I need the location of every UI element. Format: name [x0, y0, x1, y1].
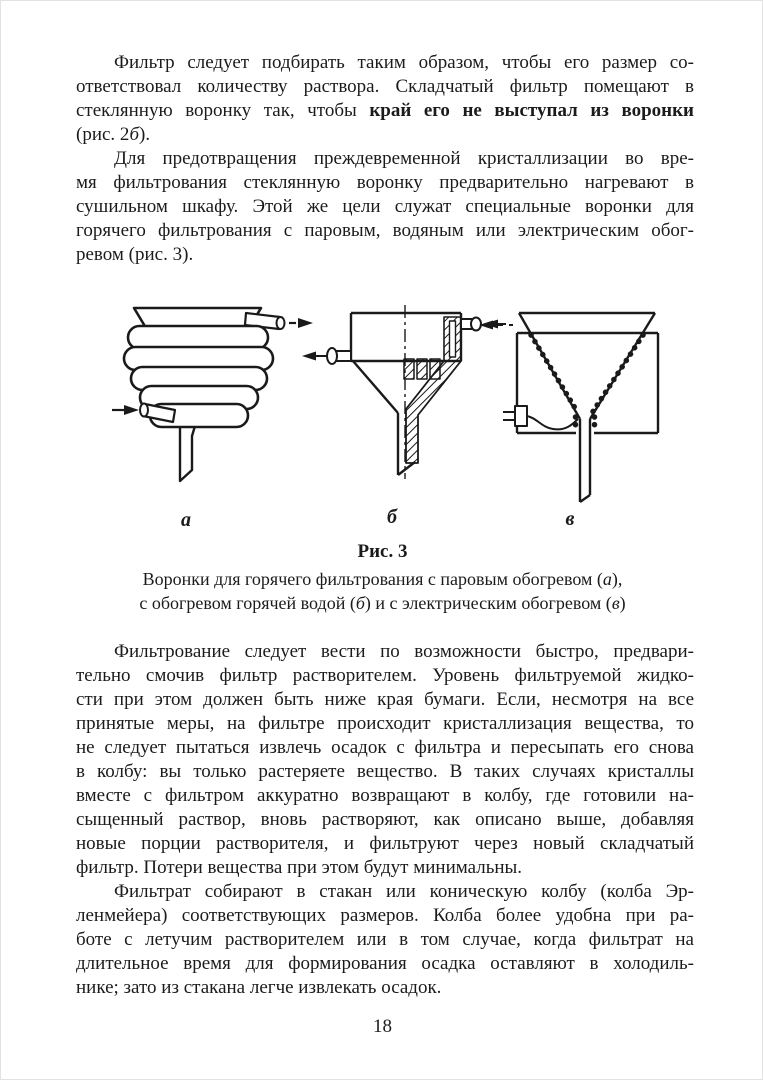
- caption-text: Воронки для горячего фильтрования с паровым обогревом (: [142, 569, 603, 589]
- text-run: нике; зато из стакана легче извлекать осадок.: [76, 977, 442, 998]
- text-line: [76, 760, 694, 784]
- text-line: [76, 880, 694, 904]
- caption-italic-v: в: [611, 593, 620, 613]
- italic-text-run: б: [129, 124, 139, 145]
- text-line: [76, 904, 694, 928]
- text-run: фильтр. Потери вещества при этом будут минимальны.: [76, 857, 523, 878]
- text-line: [76, 51, 694, 75]
- text-line: [76, 75, 694, 99]
- caption-text: с обогревом горячей водой (: [139, 593, 356, 613]
- caption-italic-a: а: [602, 569, 612, 589]
- water-heated-funnel-diagram: [301, 303, 511, 483]
- text-run: сыщенный раствор, вновь растворяют, как описано выше, добавляя: [76, 809, 694, 830]
- text-run: мя фильтрования стеклянную воронку предварительно нагревают в: [76, 172, 694, 193]
- text-run: не следует пытаться извлечь осадок с фильтра и пересыпать его снова: [76, 737, 694, 758]
- text-line: [76, 712, 694, 736]
- paragraph-1: [76, 51, 694, 147]
- paragraph-4: [76, 880, 694, 1000]
- text-run: боте с летучим растворителем или в том случае, когда фильтрат на: [76, 929, 694, 950]
- text-line: [76, 147, 694, 171]
- text-run: ревом (рис. 3).: [76, 244, 194, 265]
- text-line: [76, 736, 694, 760]
- caption-italic-b: б: [355, 593, 365, 613]
- text-run: Для предотвращения преждевременной кристаллизации во вре-: [114, 148, 694, 169]
- text-line: [76, 219, 694, 243]
- text-run: стеклянную воронку так, чтобы: [76, 100, 370, 121]
- text-run: Фильтрование следует вести по возможности быстро, предвари-: [114, 641, 694, 662]
- text-run: принятые меры, на фильтре происходит кристаллизация вещества, то: [76, 713, 694, 734]
- text-line: [76, 856, 694, 880]
- text-run: ленмейера) соответствующих размеров. Колба более удобна при ра-: [76, 905, 694, 926]
- text-line: [76, 664, 694, 688]
- text-run: сушильном шкафу. Этой же цели служат специальные воронки для: [76, 196, 694, 217]
- figure-label-v: в: [565, 508, 575, 530]
- text-line: [76, 808, 694, 832]
- text-line: [76, 928, 694, 952]
- text-line: [76, 976, 694, 1000]
- page-number: 18: [373, 1016, 392, 1037]
- paragraph-2: [76, 147, 694, 267]
- figure-caption-title: Рис. 3: [357, 541, 408, 562]
- caption-text: ) и с электрическим обогревом (: [364, 593, 612, 613]
- text-run: новые порции растворителя, и фильтруют через новый складчатый: [76, 833, 694, 854]
- text-line: [76, 784, 694, 808]
- text-run: тельно смочив фильтр растворителем. Уровень фильтруемой жидко-: [76, 665, 694, 686]
- text-line: [76, 832, 694, 856]
- text-run: длительное время для формирования осадка оставляют в холодиль-: [76, 953, 694, 974]
- figure-label-a: а: [181, 509, 191, 531]
- text-line: [76, 99, 694, 123]
- paragraph-3: [76, 640, 694, 880]
- text-line: [76, 195, 694, 219]
- text-run: вместе с фильтром аккуратно возвращают в колбу, где готовили на-: [76, 785, 694, 806]
- text-run: ответствовал количеству раствора. Складчатый фильтр помещают в: [76, 76, 694, 97]
- text-run: в колбу: вы только растеряете вещество. В таких случаях кристаллы: [76, 761, 694, 782]
- text-line: [76, 171, 694, 195]
- text-line: [76, 243, 694, 267]
- text-line: [76, 688, 694, 712]
- steam-heated-funnel-diagram: [94, 304, 314, 486]
- text-run: ).: [139, 124, 151, 145]
- figure-caption-line-2: [1, 591, 763, 615]
- caption-text: ): [619, 593, 626, 613]
- caption-text: ),: [611, 569, 623, 589]
- text-run: Фильтрат собирают в стакан или коническую колбу (колба Эр-: [114, 881, 694, 902]
- text-run: Фильтр следует подбирать таким образом, чтобы его размер со-: [114, 52, 694, 73]
- electric-heated-funnel-diagram: [479, 299, 694, 509]
- bold-text-run: край его не выступал из воронки: [369, 100, 694, 121]
- text-run: сти при этом должен быть ниже края бумаги. Если, несмотря на все: [76, 689, 694, 710]
- text-run: (рис. 2: [76, 124, 130, 145]
- text-line: [76, 123, 694, 147]
- figure-caption-line-1: [1, 567, 763, 591]
- text-line: [76, 952, 694, 976]
- figure-label-b: б: [387, 506, 397, 528]
- text-run: горячего фильтрования с паровым, водяным или электрическим обог-: [76, 220, 694, 241]
- text-line: [76, 640, 694, 664]
